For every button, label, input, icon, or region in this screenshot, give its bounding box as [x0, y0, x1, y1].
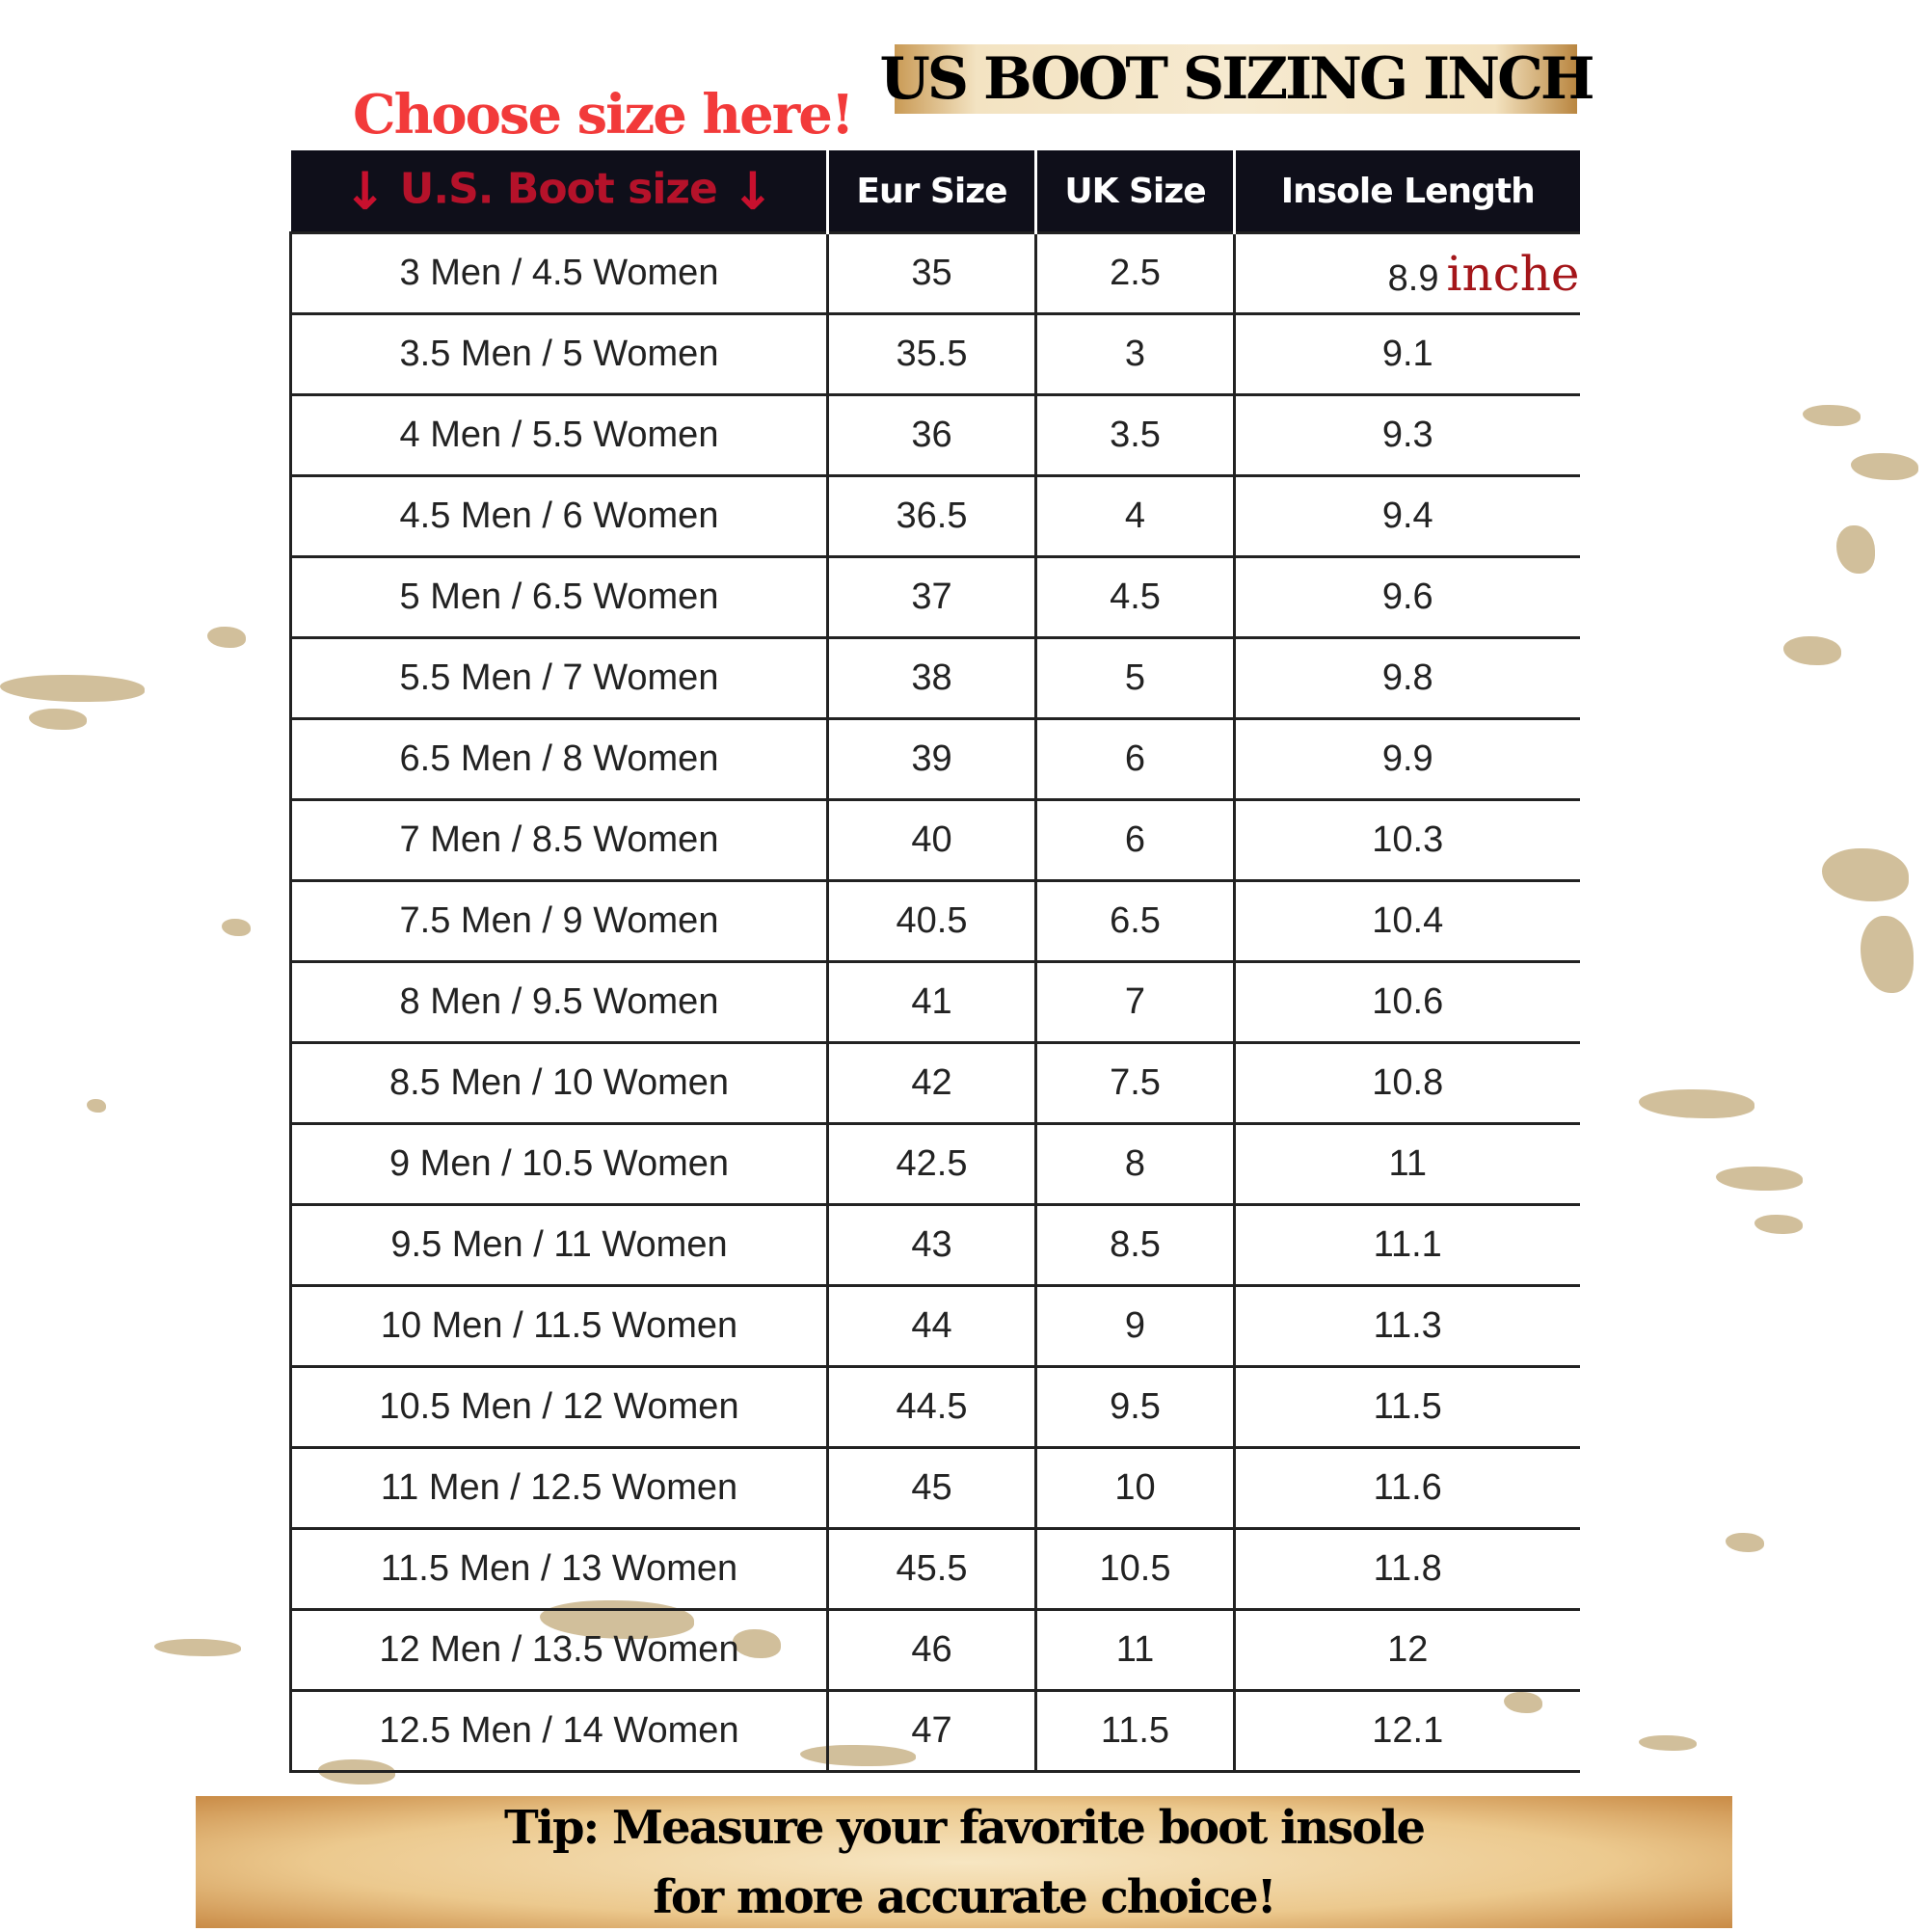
- table-row: [291, 1205, 1580, 1286]
- cell-insole-length: 11.3: [1235, 1286, 1580, 1367]
- cell-uk-size: 11.5: [1036, 1691, 1235, 1772]
- cell-insole-length: 10.6: [1235, 962, 1580, 1043]
- cell-uk-size: 2.5: [1036, 233, 1235, 314]
- cell-insole-length: 9.8: [1235, 638, 1580, 719]
- cell-us-boot-size: 9 Men / 10.5 Women: [291, 1124, 828, 1205]
- cell-uk-size: 5: [1036, 638, 1235, 719]
- cell-eur-size: 40.5: [828, 881, 1036, 962]
- cell-insole-length: 9.3: [1235, 395, 1580, 476]
- cell-uk-size: 11: [1036, 1610, 1235, 1691]
- cell-us-boot-size: 11 Men / 12.5 Women: [291, 1448, 828, 1529]
- cell-eur-size: 43: [828, 1205, 1036, 1286]
- cell-uk-size: 3.5: [1036, 395, 1235, 476]
- cell-us-boot-size: 7.5 Men / 9 Women: [291, 881, 828, 962]
- cell-uk-size: 6: [1036, 719, 1235, 800]
- table-row: [291, 638, 1580, 719]
- cell-us-boot-size: 3 Men / 4.5 Women: [291, 233, 828, 314]
- insole-value: 8.9: [1387, 257, 1439, 299]
- cell-us-boot-size: 7 Men / 8.5 Women: [291, 800, 828, 881]
- cell-us-boot-size: 6.5 Men / 8 Women: [291, 719, 828, 800]
- cell-uk-size: 10.5: [1036, 1529, 1235, 1610]
- cell-uk-size: 7: [1036, 962, 1235, 1043]
- table-row: [291, 1367, 1580, 1448]
- table-row: [291, 1610, 1580, 1691]
- cell-eur-size: 45.5: [828, 1529, 1036, 1610]
- cell-uk-size: 9: [1036, 1286, 1235, 1367]
- cell-us-boot-size: 12 Men / 13.5 Women: [291, 1610, 828, 1691]
- cell-eur-size: 42.5: [828, 1124, 1036, 1205]
- cell-us-boot-size: 8 Men / 9.5 Women: [291, 962, 828, 1043]
- cell-us-boot-size: 5.5 Men / 7 Women: [291, 638, 828, 719]
- cell-uk-size: 9.5: [1036, 1367, 1235, 1448]
- cell-eur-size: 40: [828, 800, 1036, 881]
- cell-insole-length: 11.8: [1235, 1529, 1580, 1610]
- header-us-boot-size: [291, 150, 828, 233]
- table-header-row: [291, 150, 1580, 233]
- cell-eur-size: 38: [828, 638, 1036, 719]
- table-row: [291, 1448, 1580, 1529]
- table-row: [291, 1691, 1580, 1772]
- table-row: [291, 1529, 1580, 1610]
- cell-us-boot-size: 3.5 Men / 5 Women: [291, 314, 828, 395]
- choose-size-label: Choose size here!: [353, 83, 853, 147]
- header-uk-size: UK Size: [1036, 150, 1235, 233]
- cell-eur-size: 35: [828, 233, 1036, 314]
- cell-insole-length: [1235, 233, 1580, 314]
- table-row: [291, 476, 1580, 557]
- tip-text: [196, 1796, 1732, 1928]
- cell-uk-size: 6.5: [1036, 881, 1235, 962]
- cell-eur-size: 35.5: [828, 314, 1036, 395]
- cell-us-boot-size: 12.5 Men / 14 Women: [291, 1691, 828, 1772]
- header-insole-length: Insole Length: [1235, 150, 1580, 233]
- table-row: [291, 1286, 1580, 1367]
- cell-insole-length: 11.5: [1235, 1367, 1580, 1448]
- cell-us-boot-size: 11.5 Men / 13 Women: [291, 1529, 828, 1610]
- cell-insole-length: 10.4: [1235, 881, 1580, 962]
- cell-eur-size: 37: [828, 557, 1036, 638]
- cell-eur-size: 45: [828, 1448, 1036, 1529]
- table-body: [291, 233, 1580, 1772]
- cell-us-boot-size: 9.5 Men / 11 Women: [291, 1205, 828, 1286]
- cell-us-boot-size: 4 Men / 5.5 Women: [291, 395, 828, 476]
- header-eur-size: Eur Size: [828, 150, 1036, 233]
- table-row: [291, 233, 1580, 314]
- cell-insole-length: 10.3: [1235, 800, 1580, 881]
- cell-eur-size: 47: [828, 1691, 1036, 1772]
- cell-uk-size: 3: [1036, 314, 1235, 395]
- cell-insole-length: 12.1: [1235, 1691, 1580, 1772]
- table-row: [291, 1124, 1580, 1205]
- tip-banner: [196, 1796, 1732, 1928]
- cell-uk-size: 4.5: [1036, 557, 1235, 638]
- table-row: [291, 881, 1580, 962]
- cell-eur-size: 44.5: [828, 1367, 1036, 1448]
- cell-us-boot-size: 4.5 Men / 6 Women: [291, 476, 828, 557]
- table-row: [291, 800, 1580, 881]
- cell-uk-size: 8: [1036, 1124, 1235, 1205]
- arrow-down-icon: ↓: [731, 160, 774, 222]
- cell-insole-length: 11.6: [1235, 1448, 1580, 1529]
- cell-insole-length: 9.6: [1235, 557, 1580, 638]
- cell-eur-size: 39: [828, 719, 1036, 800]
- tip-line-1: Tip: Measure your favorite boot insole: [503, 1800, 1424, 1855]
- cell-us-boot-size: 5 Men / 6.5 Women: [291, 557, 828, 638]
- table-row: [291, 962, 1580, 1043]
- cell-us-boot-size: 8.5 Men / 10 Women: [291, 1043, 828, 1124]
- cell-uk-size: 10: [1036, 1448, 1235, 1529]
- cell-us-boot-size: 10.5 Men / 12 Women: [291, 1367, 828, 1448]
- page-title: US BOOT SIZING INCH: [879, 45, 1593, 113]
- cell-insole-length: 10.8: [1235, 1043, 1580, 1124]
- cell-eur-size: 36: [828, 395, 1036, 476]
- table-row: [291, 314, 1580, 395]
- table-row: [291, 395, 1580, 476]
- cell-uk-size: 8.5: [1036, 1205, 1235, 1286]
- table-row: [291, 719, 1580, 800]
- cell-us-boot-size: 10 Men / 11.5 Women: [291, 1286, 828, 1367]
- header-us-boot-size-label: U.S. Boot size: [399, 164, 717, 213]
- table-row: [291, 557, 1580, 638]
- cell-insole-length: 9.9: [1235, 719, 1580, 800]
- size-chart-table: [289, 150, 1580, 1773]
- cell-insole-length: 9.1: [1235, 314, 1580, 395]
- cell-eur-size: 42: [828, 1043, 1036, 1124]
- arrow-down-icon: ↓: [343, 160, 387, 222]
- cell-insole-length: 12: [1235, 1610, 1580, 1691]
- title-banner: [879, 44, 1593, 114]
- cell-insole-length: 9.4: [1235, 476, 1580, 557]
- tip-line-2: for more accurate choice!: [653, 1869, 1275, 1924]
- cell-insole-length: 11.1: [1235, 1205, 1580, 1286]
- cell-eur-size: 46: [828, 1610, 1036, 1691]
- table-row: [291, 1043, 1580, 1124]
- cell-insole-length: 11: [1235, 1124, 1580, 1205]
- cell-eur-size: 36.5: [828, 476, 1036, 557]
- cell-eur-size: 41: [828, 962, 1036, 1043]
- cell-uk-size: 7.5: [1036, 1043, 1235, 1124]
- unit-note: inche: [1446, 245, 1580, 302]
- cell-eur-size: 44: [828, 1286, 1036, 1367]
- cell-uk-size: 4: [1036, 476, 1235, 557]
- cell-uk-size: 6: [1036, 800, 1235, 881]
